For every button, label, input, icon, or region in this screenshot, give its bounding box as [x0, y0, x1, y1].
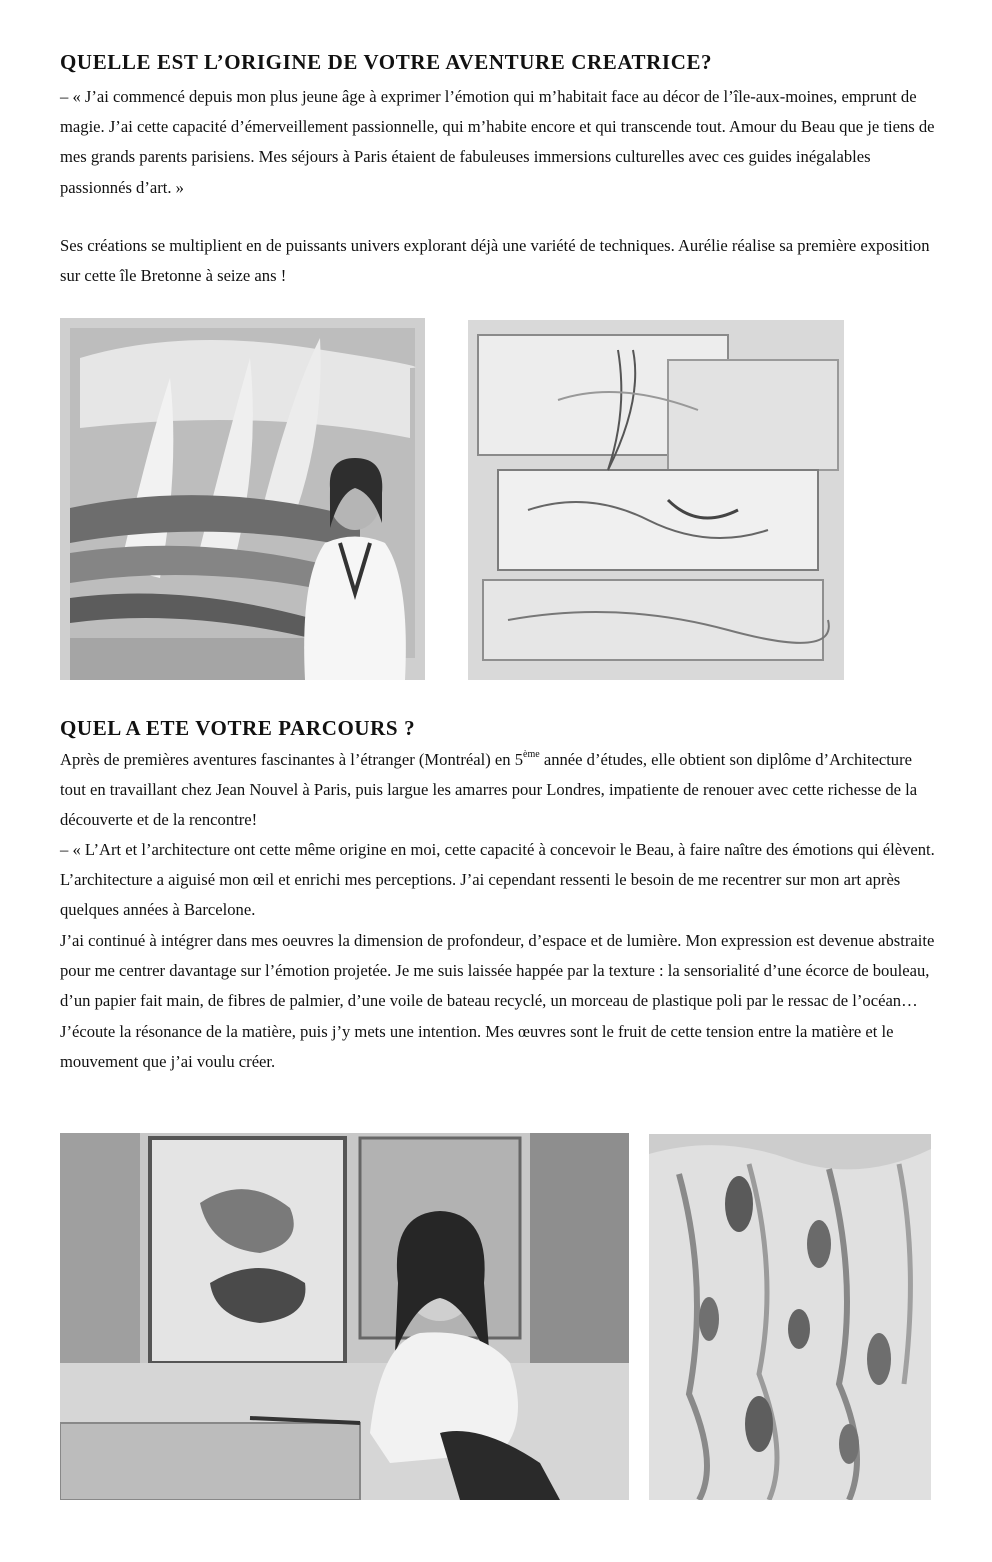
section1-paragraph: Ses créations se multiplient en de puissants univers explorant déjà une variété de techniques. Aurélie réalise sa première exposition sur cette île Bretonne à seize ans !: [60, 236, 930, 286]
artist-in-studio-photo: [60, 1133, 629, 1500]
section2-intro-after: année d’études, elle obtient son diplôme d’Architecture tout en travaillant chez Jean Nouvel à Paris, puis largue les amarres pour Londres, impatiente de renouer avec cette richesse de la découverte et de la rencontre!: [60, 750, 918, 830]
section2-continuation: J’ai continué à intégrer dans mes oeuvres la dimension de profondeur, d’espace et de lumière. Mon expression est devenue abstraite pour me centrer davantage sur l’émotion projetée. Je me suis laissée happée par la texture : la sensorialité d’une écorce de bouleau, d’un papier fait main, de fibres de palmier, d’une voile de bateau recyclé, un morceau de plastique poli par le ressac de l’océan… J’écoute la résonance de la matière, puis j’y mets une intention. Mes œuvres sont le fruit de cette tension entre la matière et le mouvement que j’ai voulu créer.: [60, 931, 935, 1071]
artist-with-artwork-photo: [60, 318, 425, 680]
abstract-artwork-image-2: [649, 1134, 931, 1500]
section2-intro-before: Après de premières aventures fascinantes à l’étranger (Montréal) en 5: [60, 750, 524, 769]
section2-heading: QUEL A ETE VOTRE PARCOURS ?: [60, 716, 416, 740]
section2-intro: [60, 745, 940, 836]
abstract-artwork-image-1: [468, 320, 844, 680]
section2-quote: – « L’Art et l’architecture ont cette même origine en moi, cette capacité à concevoir le Beau, à faire naître des émotions qui élèvent. L’architecture a aiguisé mon œil et enrichi mes perceptions. J’ai cependant ressenti le besoin de me recentrer sur mon art après quelques années à Barcelone.: [60, 840, 935, 920]
section2-intro-superscript: ème: [523, 749, 540, 760]
section1-quote: – « J’ai commencé depuis mon plus jeune âge à exprimer l’émotion qui m’habitait face au décor de l’île-aux-moines, emprunt de magie. J’ai cette capacité d’émerveillement passionnelle, qui m’habite encore et qui transcende tout. Amour du Beau que je tiens de mes grands parents parisiens. Mes séjours à Paris étaient de fabuleuses immersions culturelles avec ces guides inégalables passionnés d’art. »: [60, 87, 935, 197]
section1-heading: QUELLE EST L’ORIGINE DE VOTRE AVENTURE CREATRICE?: [60, 50, 713, 74]
